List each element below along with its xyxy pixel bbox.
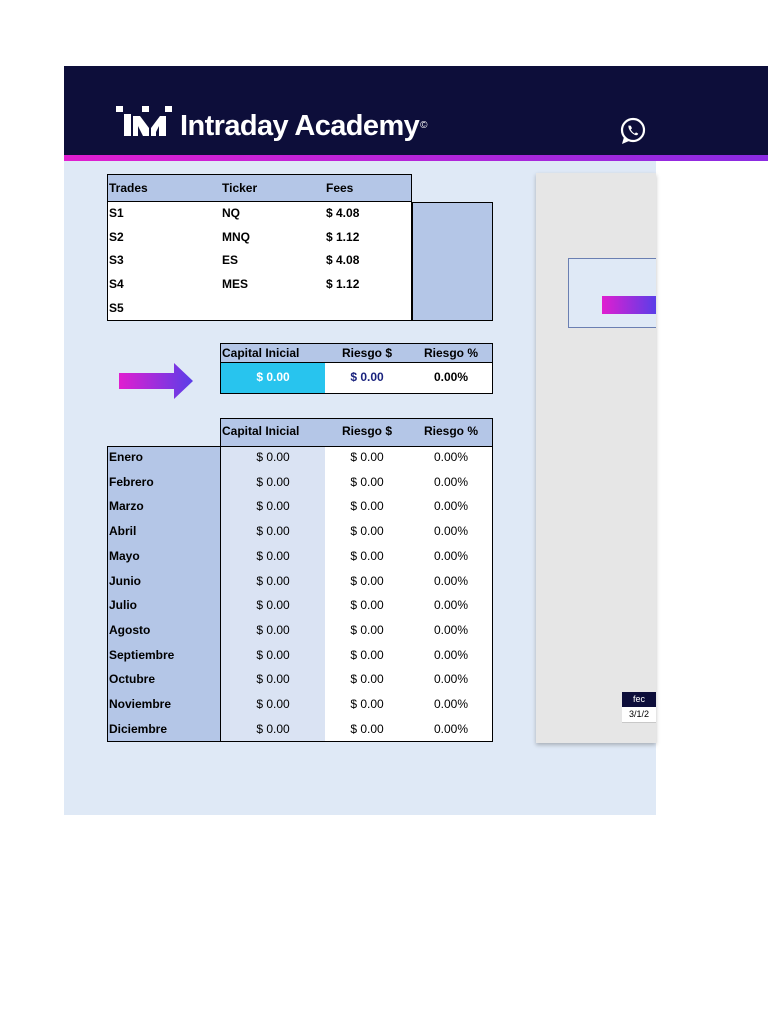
brand-reg-mark: © <box>420 120 427 131</box>
monthly-row-riesgo-pct[interactable]: 0.00% <box>433 721 469 736</box>
monthly-row-riesgo-pct[interactable]: 0.00% <box>433 573 469 588</box>
monthly-row-riesgo-usd[interactable]: $ 0.00 <box>350 499 384 514</box>
monthly-row-riesgo-usd[interactable]: $ 0.00 <box>350 524 384 539</box>
monthly-row-riesgo-usd[interactable]: $ 0.00 <box>350 672 384 687</box>
monthly-row-month: Octubre <box>109 672 156 687</box>
fees-row-fee[interactable]: $ 1.12 <box>326 277 360 291</box>
monthly-row-month: Noviembre <box>109 697 172 711</box>
side-panel-mini-value: 3/1/2 <box>622 707 656 723</box>
monthly-row-month: Agosto <box>109 622 151 637</box>
fees-row-ticker[interactable]: MNQ <box>222 230 250 244</box>
arrow-right-icon <box>118 362 194 400</box>
fees-row-ticker[interactable]: MES <box>222 277 249 291</box>
summary-capital-value[interactable]: $ 0.00 <box>256 370 290 384</box>
side-panel-box <box>568 258 656 328</box>
monthly-row-capital[interactable]: $ 0.00 <box>256 622 290 637</box>
monthly-row-riesgo-usd[interactable]: $ 0.00 <box>350 450 384 464</box>
fees-row-trade[interactable]: S5 <box>109 301 124 315</box>
fees-row-fee[interactable]: $ 1.12 <box>326 230 360 244</box>
monthly-row-capital[interactable]: $ 0.00 <box>256 672 290 687</box>
monthly-row-riesgo-pct[interactable]: 0.00% <box>433 499 469 514</box>
monthly-row-riesgo-usd[interactable]: $ 0.00 <box>350 548 384 563</box>
fees-header-trades: Trades <box>109 181 148 195</box>
monthly-row-month: Diciembre <box>109 721 168 736</box>
fees-row-ticker[interactable]: NQ <box>222 206 240 220</box>
brand-name: Intraday Academy© <box>180 110 427 142</box>
fees-row-ticker[interactable]: ES <box>222 253 239 267</box>
monthly-row-riesgo-pct[interactable]: 0.00% <box>433 450 469 464</box>
summary-header-capital: Capital Inicial <box>222 346 300 360</box>
monthly-row-capital[interactable]: $ 0.00 <box>256 548 290 563</box>
intraday-logo-icon <box>116 104 172 138</box>
monthly-row-month: Enero <box>109 450 144 464</box>
summary-riesgo-usd-value[interactable]: $ 0.00 <box>350 370 384 384</box>
side-panel-mini-header: fec <box>622 692 656 707</box>
monthly-row-capital[interactable]: $ 0.00 <box>256 721 290 736</box>
fees-table-body <box>107 202 412 321</box>
fees-row-trade[interactable]: S4 <box>109 277 124 291</box>
monthly-row-riesgo-pct[interactable]: 0.00% <box>433 548 469 563</box>
fees-row-fee[interactable]: $ 4.08 <box>326 206 360 220</box>
monthly-row-month: Julio <box>109 598 138 613</box>
monthly-row-month: Septiembre <box>109 647 175 662</box>
monthly-row-riesgo-pct[interactable]: 0.00% <box>433 598 469 613</box>
monthly-row-capital[interactable]: $ 0.00 <box>256 598 290 613</box>
summary-riesgo-pct-value[interactable]: 0.00% <box>433 370 469 384</box>
monthly-header-riesgo-usd: Riesgo $ <box>341 424 392 438</box>
monthly-row-riesgo-usd[interactable]: $ 0.00 <box>350 647 384 662</box>
monthly-row-riesgo-usd[interactable]: $ 0.00 <box>350 721 384 736</box>
summary-header-riesgo-usd: Riesgo $ <box>341 346 392 360</box>
fees-table-side-block <box>412 202 493 321</box>
fees-row-trade[interactable]: S2 <box>109 230 124 244</box>
monthly-row-riesgo-pct[interactable]: 0.00% <box>433 524 469 539</box>
monthly-row-riesgo-usd[interactable]: $ 0.00 <box>350 622 384 637</box>
monthly-row-capital[interactable]: $ 0.00 <box>256 573 290 588</box>
monthly-row-capital[interactable]: $ 0.00 <box>256 697 290 711</box>
monthly-row-capital[interactable]: $ 0.00 <box>256 647 290 662</box>
monthly-row-riesgo-usd[interactable]: $ 0.00 <box>350 697 384 711</box>
monthly-row-month: Mayo <box>109 548 140 563</box>
whatsapp-icon[interactable] <box>618 116 648 146</box>
monthly-row-month: Abril <box>109 524 137 539</box>
monthly-row-riesgo-usd[interactable]: $ 0.00 <box>350 474 384 489</box>
monthly-row-riesgo-pct[interactable]: 0.00% <box>433 672 469 687</box>
monthly-row-month: Junio <box>109 573 141 588</box>
side-panel-gradient-bar <box>602 296 656 314</box>
fees-row-trade[interactable]: S1 <box>109 206 124 220</box>
monthly-row-capital[interactable]: $ 0.00 <box>256 450 290 464</box>
monthly-header-capital: Capital Inicial <box>222 424 300 438</box>
monthly-row-capital[interactable]: $ 0.00 <box>256 499 290 514</box>
fees-row-fee[interactable]: $ 4.08 <box>326 253 360 267</box>
monthly-row-riesgo-pct[interactable]: 0.00% <box>433 647 469 662</box>
summary-header-riesgo-pct: Riesgo % <box>423 346 478 360</box>
fees-header-fees: Fees <box>326 181 354 195</box>
monthly-header-riesgo-pct: Riesgo % <box>423 424 478 438</box>
monthly-row-riesgo-usd[interactable]: $ 0.00 <box>350 598 384 613</box>
fees-header-ticker: Ticker <box>222 181 258 195</box>
monthly-row-capital[interactable]: $ 0.00 <box>256 474 290 489</box>
fees-row-trade[interactable]: S3 <box>109 253 124 267</box>
monthly-row-riesgo-pct[interactable]: 0.00% <box>433 697 469 711</box>
monthly-row-riesgo-usd[interactable]: $ 0.00 <box>350 573 384 588</box>
monthly-row-month: Febrero <box>109 474 154 489</box>
monthly-row-month: Marzo <box>109 499 144 514</box>
monthly-row-capital[interactable]: $ 0.00 <box>256 524 290 539</box>
monthly-row-riesgo-pct[interactable]: 0.00% <box>433 622 469 637</box>
monthly-row-riesgo-pct[interactable]: 0.00% <box>433 474 469 489</box>
